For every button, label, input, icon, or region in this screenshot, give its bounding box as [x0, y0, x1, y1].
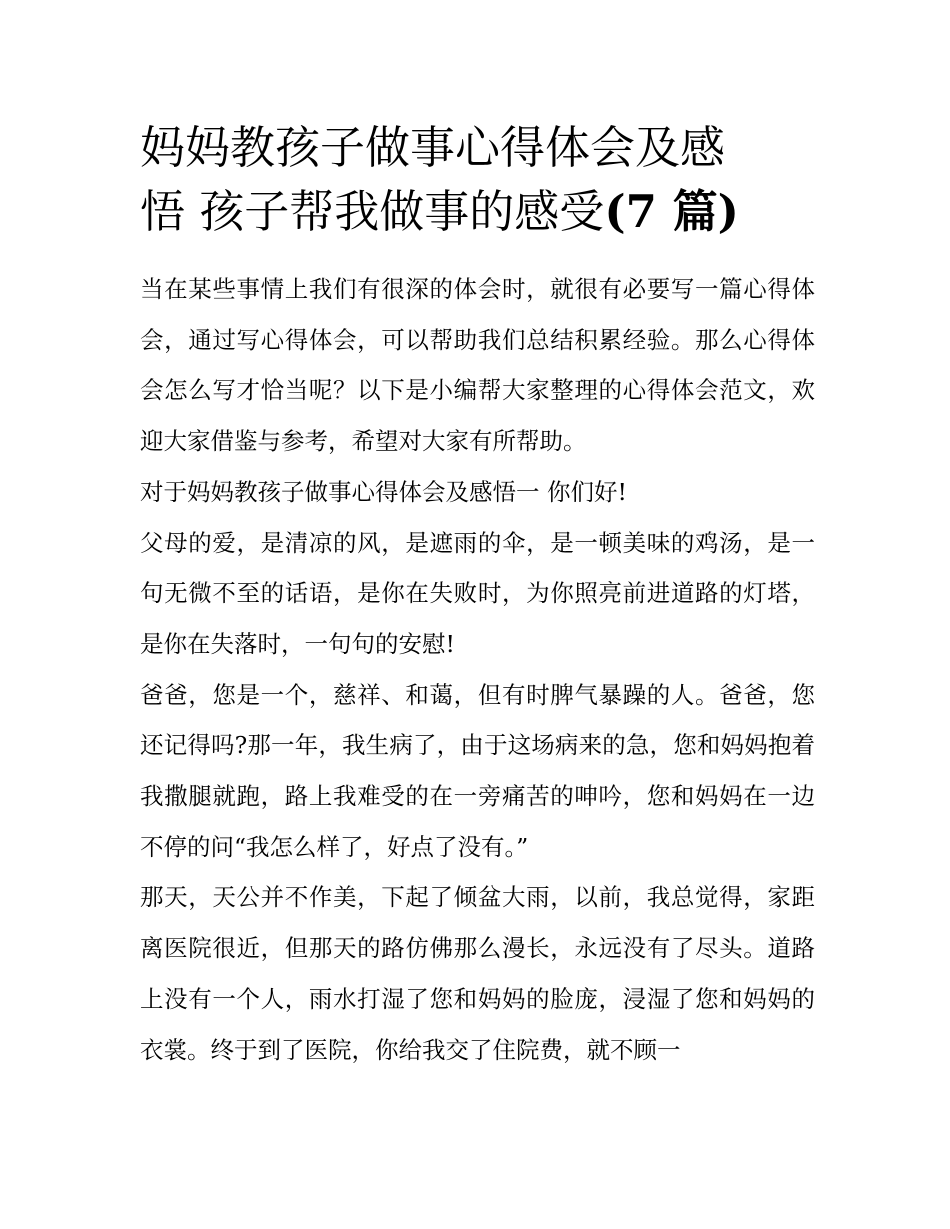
- document-title: [140, 116, 815, 244]
- title-line-2: 悟 孩子帮我做事的感受: [140, 185, 605, 238]
- section-heading-1: 对于妈妈教孩子做事心得体会及感悟一 你们好!: [140, 477, 627, 506]
- body-paragraph: 爸爸，您是一个，慈祥、和蔼，但有时脾气暴躁的人。爸爸，您还记得吗?那一年，我生病了，由于这场病来的急，您和妈妈抱着我撒腿就跑，路上我难受的在一旁痛苦的呻吟，您和妈妈在一边不停的问“我怎么样了，好点了没有。”: [140, 680, 815, 861]
- document-body: [140, 264, 815, 1075]
- document-content: [140, 116, 815, 1075]
- body-paragraph: 那天，天公并不作美，下起了倾盆大雨，以前，我总觉得，家距离医院很近，但那天的路仿佛那么漫长，永远没有了尽头。道路上没有一个人，雨水打湿了您和妈妈的脸庞，浸湿了您和妈妈的衣裳。终于到了医院，你给我交了住院费，就不顾一: [140, 883, 815, 1064]
- body-paragraph: 父母的爱，是清凉的风，是遮雨的伞，是一顿美味的鸡汤，是一句无微不至的话语，是你在失败时，为你照亮前进道路的灯塔，是你在失落时，一句句的安慰!: [140, 528, 815, 658]
- title-count: (7 篇): [604, 185, 739, 238]
- title-line-1: 妈妈教孩子做事心得体会及感: [140, 121, 726, 174]
- intro-paragraph: 当在某些事情上我们有很深的体会时，就很有必要写一篇心得体会，通过写心得体会，可以帮助我们总结积累经验。那么心得体会怎么写才恰当呢？以下是小编帮大家整理的心得体会范文，欢迎大家借鉴与参考，希望对大家有所帮助。: [140, 275, 815, 456]
